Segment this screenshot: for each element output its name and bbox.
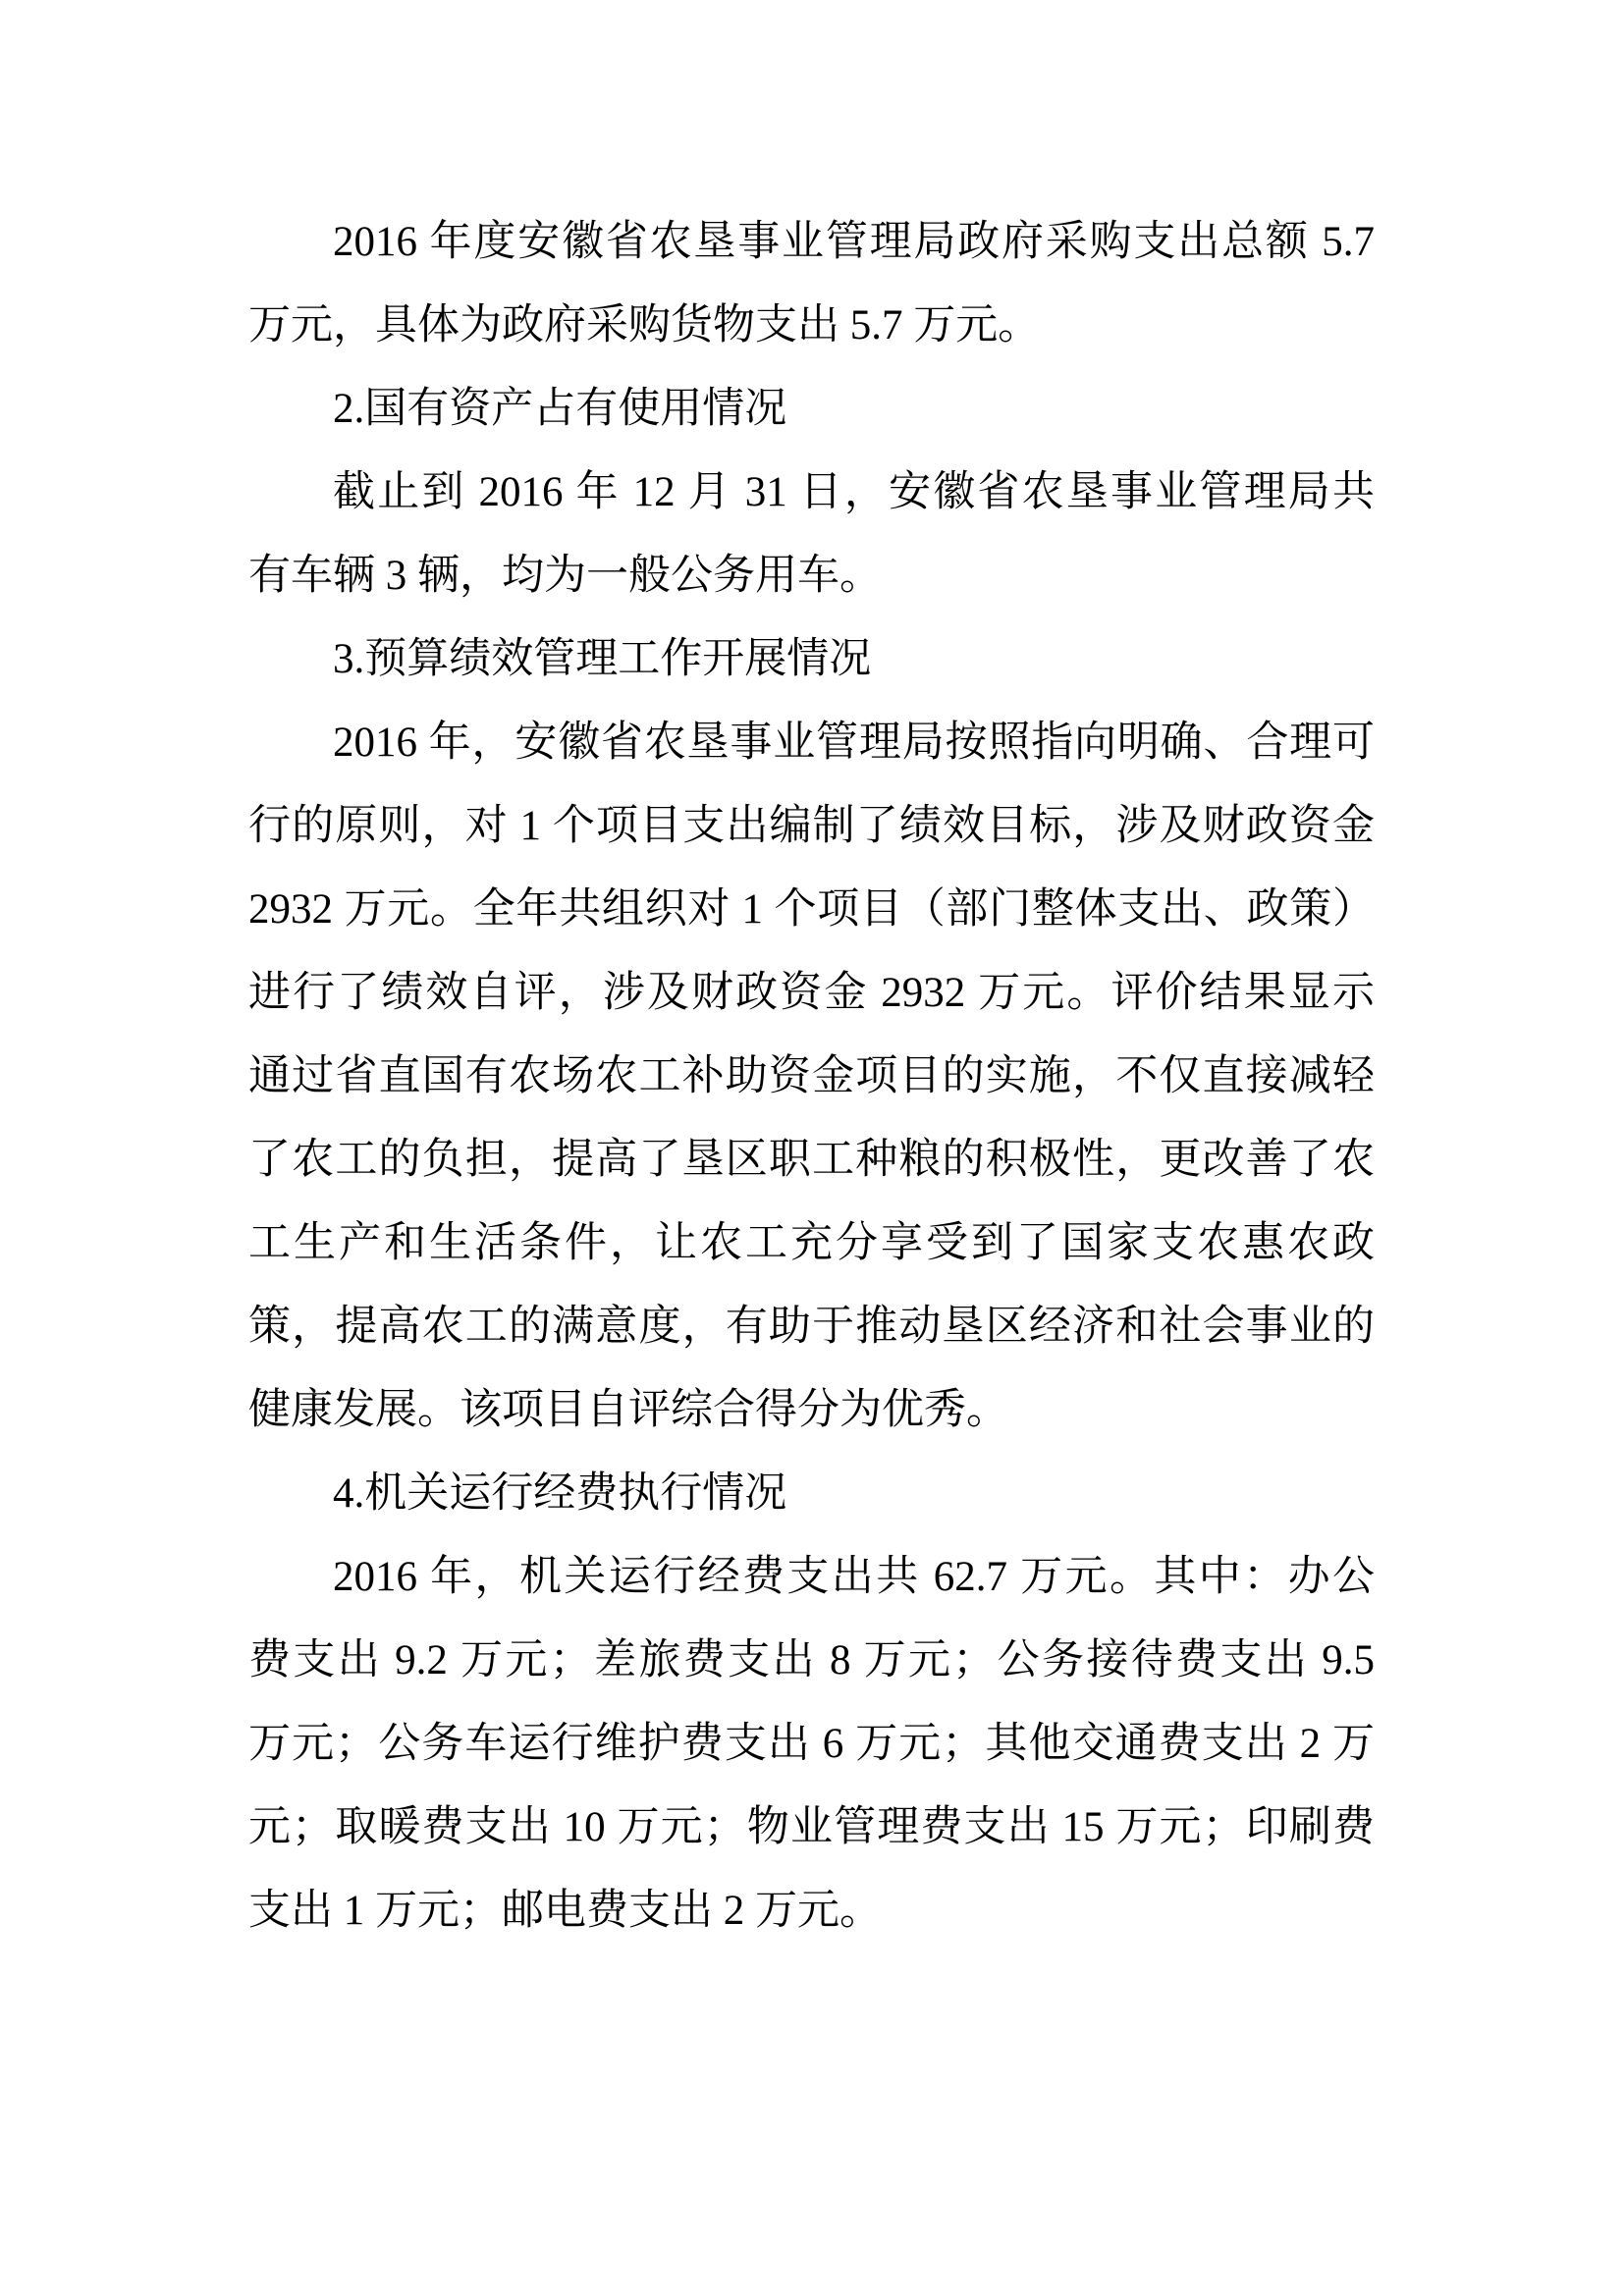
text-line: 支出 1 万元；邮电费支出 2 万元。 xyxy=(248,1888,882,1934)
section-heading: 3.预算绩效管理工作开展情况 xyxy=(333,636,872,682)
text-line: 进行了绩效自评，涉及财政资金 2932 万元。评价结果显示 xyxy=(248,970,1375,1016)
text-line: 健康发展。该项目自评综合得分为优秀。 xyxy=(248,1387,1008,1433)
text-line: 万元；公务车运行维护费支出 6 万元；其他交通费支出 2 万 xyxy=(248,1721,1375,1767)
text-line: 费支出 9.2 万元；差旅费支出 8 万元；公务接待费支出 9.5 xyxy=(248,1637,1375,1683)
text-line: 工生产和生活条件，让农工充分享受到了国家支农惠农政 xyxy=(248,1220,1375,1266)
text-line: 有车辆 3 辆，均为一般公务用车。 xyxy=(248,553,882,599)
text-line: 元；取暖费支出 10 万元；物业管理费支出 15 万元；印刷费 xyxy=(248,1804,1375,1850)
text-line: 万元，具体为政府采购货物支出 5.7 万元。 xyxy=(248,302,1041,348)
text-line: 2016 年，安徽省农垦事业管理局按照指向明确、合理可 xyxy=(333,720,1375,766)
text-line: 2016 年，机关运行经费支出共 62.7 万元。其中：办公 xyxy=(333,1554,1375,1600)
text-line: 截止到 2016 年 12 月 31 日，安徽省农垦事业管理局共 xyxy=(333,469,1375,515)
document-body xyxy=(248,200,1375,1952)
text-line: 2932 万元。全年共组织对 1 个项目（部门整体支出、政策） xyxy=(248,886,1375,933)
text-line: 2016 年度安徽省农垦事业管理局政府采购支出总额 5.7 xyxy=(333,219,1375,265)
text-line: 策，提高农工的满意度，有助于推动垦区经济和社会事业的 xyxy=(248,1304,1375,1350)
text-line: 通过省直国有农场农工补助资金项目的实施，不仅直接减轻 xyxy=(248,1053,1375,1099)
section-heading: 2.国有资产占有使用情况 xyxy=(333,386,787,432)
text-line: 行的原则，对 1 个项目支出编制了绩效目标，涉及财政资金 xyxy=(248,803,1375,849)
text-line: 了农工的负担，提高了垦区职工种粮的积极性，更改善了农 xyxy=(248,1137,1375,1183)
section-heading: 4.机关运行经费执行情况 xyxy=(333,1470,787,1517)
